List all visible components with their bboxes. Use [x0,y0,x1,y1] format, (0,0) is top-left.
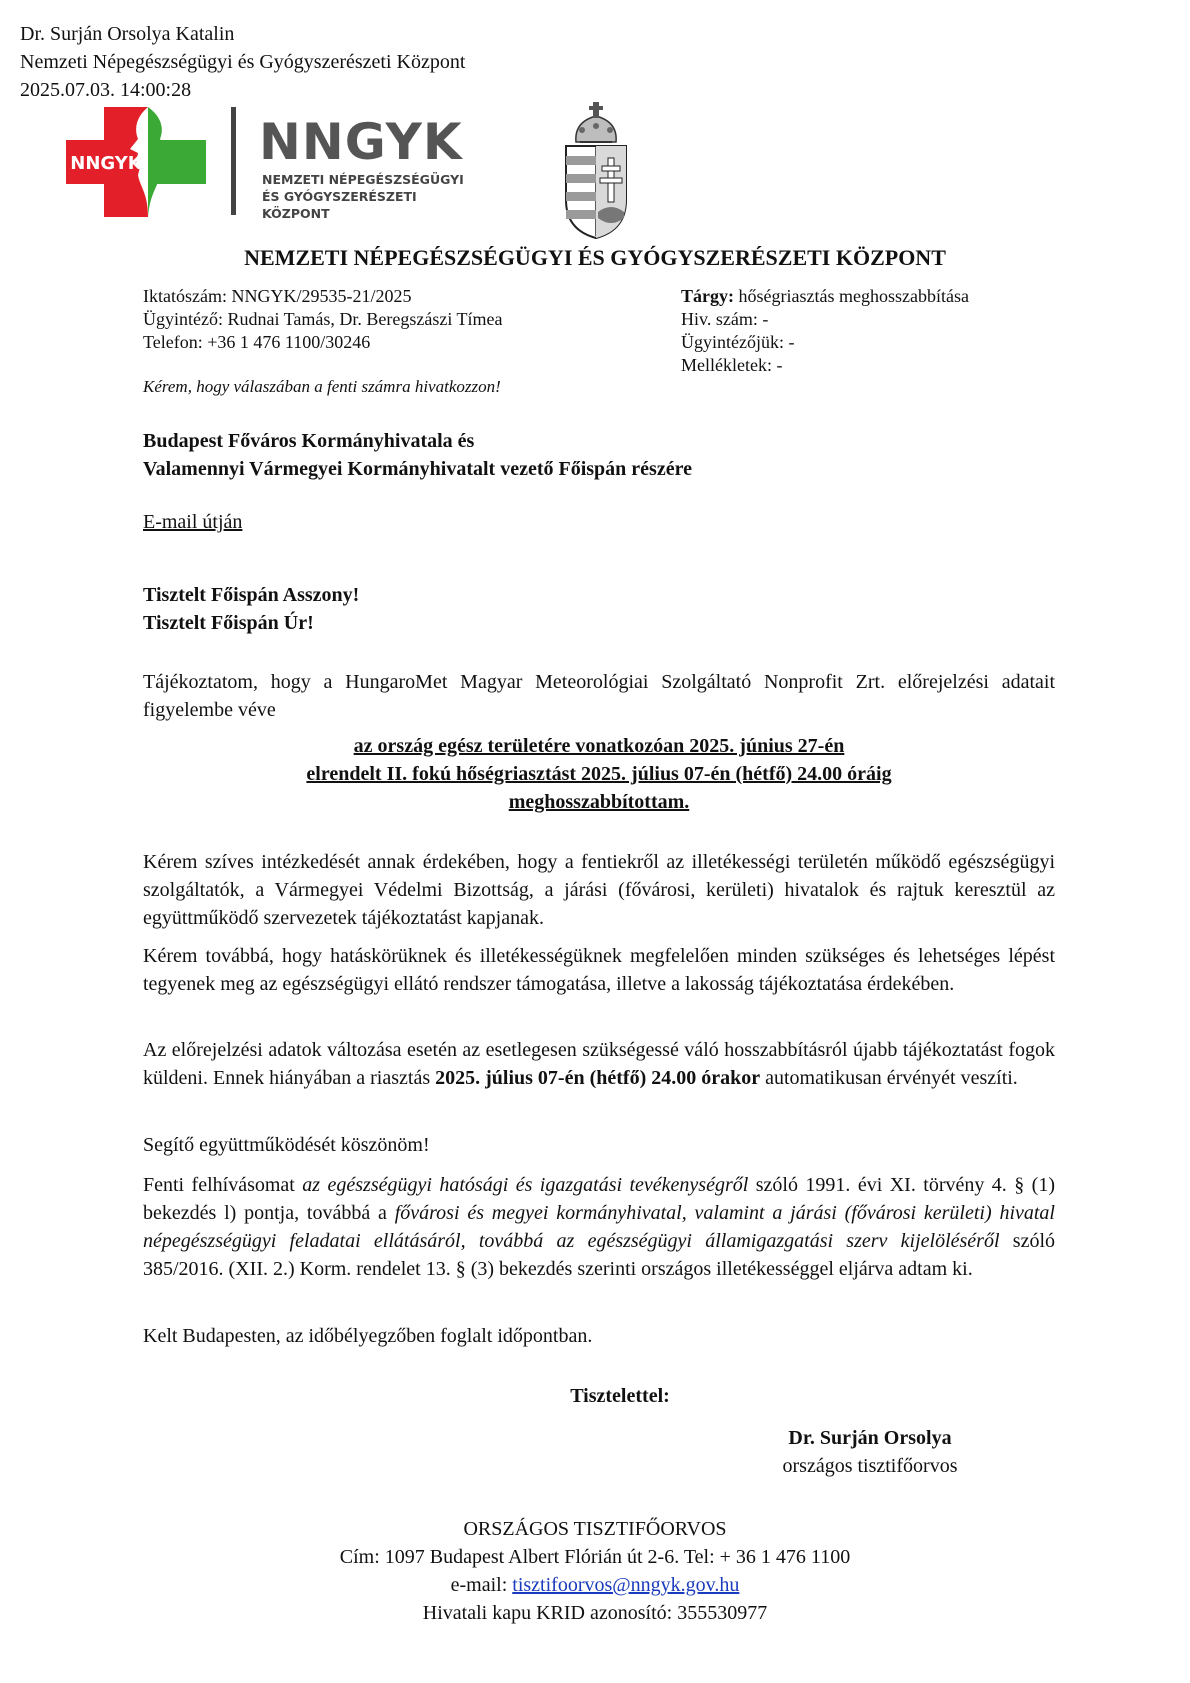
signature [760,1424,980,1480]
paragraph-2: Kérem továbbá, hogy hatáskörüknek és illetékességüknek megfelelően minden szükséges és lehetséges lépést tegyenek meg az egészségügyi ellátó rendszer támogatása, illetve a lakosság tájékoztatása érdekében. [143,945,1055,995]
addressee-line1: Budapest Főváros Kormányhivatala és [143,430,475,452]
stamp-organization: Nemzeti Népegészségügyi és Gyógyszerészeti Központ [20,51,466,73]
salutation-line1: Tisztelt Főispán Asszony! [143,584,360,606]
logo-subtitle [262,171,476,222]
logo-divider [231,107,236,215]
logo-subtitle-line1: NEMZETI NÉPEGÉSZSÉGÜGYI [262,172,464,187]
delivery-method: E-mail útján [143,511,243,533]
subject-label: Tárgy: [681,286,734,306]
paragraph-5-text-e: szóló 385/2016. (XII. 2.) Korm. rendelet 13. § (3) bekezdés szerinti országos illetékességgel eljárva adtam ki. [143,1230,1056,1280]
paragraph-3 [143,1036,1055,1092]
footer-office: ORSZÁGOS TISZTIFŐORVOS [463,1518,727,1540]
footer-address: Cím: 1097 Budapest Albert Flórián út 2-6. Tel: + 36 1 476 1100 [339,1546,851,1568]
registration-number: Iktatószám: NNGYK/29535-21/2025 [143,286,412,306]
case-officer: Ügyintéző: Rudnai Tamás, Dr. Beregszászi Tímea [143,309,503,329]
reference-note: Kérem, hogy válaszában a fenti számra hivatkozzon! [143,377,501,396]
their-reference: Hiv. szám: - [681,309,769,329]
highlight-line1: az ország egész területére vonatkozóan 2025. június 27-én [353,735,845,757]
addressee [143,427,692,483]
salutation [143,581,359,637]
law-title: az egészségügyi hatósági és igazgatási tevékenységről [302,1174,749,1196]
footer [0,1515,1190,1627]
expiry-datetime: 2025. július 07-én (hétfő) 24.00 órakor [435,1067,761,1089]
signature-stamp [20,20,465,104]
paragraph-5-text-c: szóló 1991. évi XI. törvény 4. § (1) bekezdés l) pontja, továbbá a [143,1174,1055,1224]
paragraph-5-text-a: Fenti felhívásomat [143,1174,303,1196]
reference-block [143,285,502,354]
paragraph-4: Segítő együttműködését köszönöm! [143,1134,430,1156]
signatory-title: országos tisztifőorvos [782,1455,958,1477]
paragraph-6: Kelt Budapesten, az időbélyegzőben foglalt időpontban. [143,1325,593,1347]
closing: Tisztelettel: [570,1385,670,1407]
organization-title: NEMZETI NÉPEGÉSZSÉGÜGYI ÉS GYÓGYSZERÉSZETI KÖZPONT [244,245,946,270]
logo-subtitle-line2: ÉS GYÓGYSZERÉSZETI KÖZPONT [262,189,417,221]
phone-number: Telefon: +36 1 476 1100/30246 [143,332,371,352]
highlight-line2: elrendelt II. fokú hőségriasztást 2025. július 07-én (hétfő) 24.00 óráig [306,763,892,785]
subject-value: hőségriasztás meghosszabbítása [734,286,969,306]
attachments: Mellékletek: - [681,355,783,375]
subject-block [681,285,969,377]
highlight-block [143,732,1055,816]
coat-of-arms-icon [560,100,632,240]
decree-title: fővárosi és megyei kormányhivatal, valamint a járási (fővárosi kerületi) hivatal népegészségügyi feladatai ellátásáról, továbbá az egészségügyi államigazgatási szerv kijelöléséről [143,1202,1055,1252]
stamp-datetime: 2025.07.03. 14:00:28 [20,79,192,101]
salutation-line2: Tisztelt Főispán Úr! [143,612,314,634]
logo-badge-text: NNGYK [70,153,142,174]
stamp-name: Dr. Surján Orsolya Katalin [20,23,235,45]
intro-paragraph: Tájékoztatom, hogy a HungaroMet Magyar Meteorológiai Szolgáltató Nonprofit Zrt. előrejelzési adatait figyelembe véve [143,671,1055,721]
logo-title: NNGYK [259,113,463,171]
footer-krid: Hivatali kapu KRID azonosító: 355530977 [422,1602,768,1624]
footer-email-line [0,1571,1190,1599]
nngyk-cross-icon [66,107,206,217]
subject-line [681,285,969,308]
addressee-line2: Valamennyi Vármegyei Kormányhivatalt vezető Főispán részére [143,458,692,480]
paragraph-3-text: Az előrejelzési adatok változása esetén az esetlegesen szükségessé váló hosszabbításról újabb tájékoztatást fogok küldeni. Ennek hiányában a riasztás [143,1039,1055,1089]
footer-email-label: e-mail: [450,1574,513,1596]
paragraph-3-text-end: automatikusan érvényét veszíti. [760,1067,1018,1089]
footer-email-link[interactable]: tisztifoorvos@nngyk.gov.hu [512,1574,740,1596]
paragraph-1: Kérem szíves intézkedését annak érdekében, hogy a fentiekről az illetékességi területén működő egészségügyi szolgáltatók, a Vármegyei Védelmi Bizottság, a járási (fővárosi, kerületi) hivatalok és rajtuk keresztül az együttműködő szervezetek tájékoztatást kapjanak. [143,851,1055,929]
signatory-name: Dr. Surján Orsolya [788,1427,952,1449]
their-case-officer: Ügyintézőjük: - [681,332,795,352]
paragraph-5 [143,1171,1055,1283]
nngyk-logo [66,107,476,221]
highlight-line3: meghosszabbítottam. [508,791,690,813]
